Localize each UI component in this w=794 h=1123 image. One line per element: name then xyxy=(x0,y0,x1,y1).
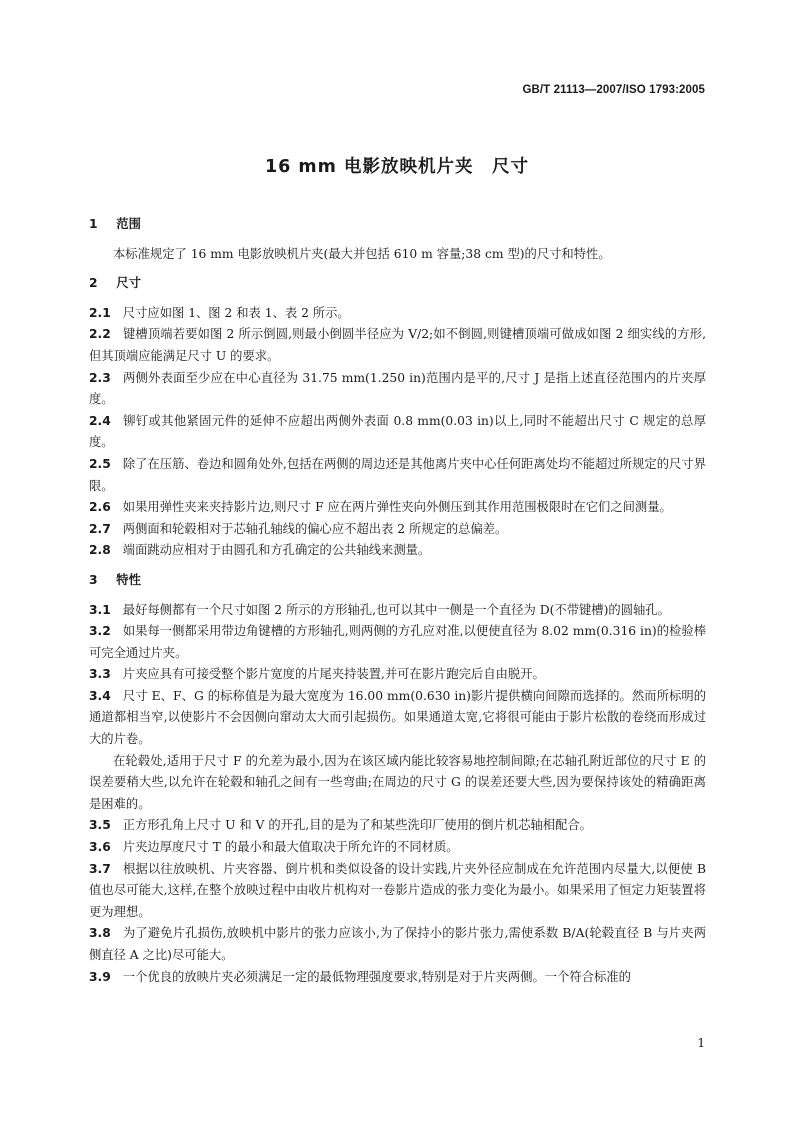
clause-text: 片夹边厚度尺寸 T 的最小和最大值取决于所允许的不同材质。 xyxy=(122,840,459,855)
clause-paragraph xyxy=(89,324,706,367)
clause-paragraph xyxy=(89,411,706,454)
clause-paragraph xyxy=(89,497,706,519)
clause-paragraph xyxy=(89,686,706,751)
clause-number: 3.2 xyxy=(89,624,111,639)
clause-paragraph xyxy=(89,303,706,325)
clause-number: 3.8 xyxy=(89,926,111,941)
clause-number: 3.5 xyxy=(89,818,111,833)
clause-paragraph xyxy=(89,967,706,989)
clause-number: 2.7 xyxy=(89,521,111,536)
clause-number: 3.6 xyxy=(89,840,111,855)
clause-number: 2.6 xyxy=(89,500,111,515)
dimensions-clause-list xyxy=(89,303,706,562)
clause-text: 尺寸 E、F、G 的标称值是为最大宽度为 16.00 mm(0.630 in)影片提供横向间隙而选择的。然而所标明的通道都相当窄,以使影片不会因侧向窜动太大而引起损伤。如果通道太宽,它将很可能由于影片松散的卷绕而形成过大的片卷。 xyxy=(89,688,706,747)
section-title: 范围 xyxy=(116,217,141,231)
clause-text: 键槽顶端若要如图 2 所示倒圆,则最小倒圆半径应为 V/2;如不倒圆,则键槽顶端可做成如图 2 细实线的方形,但其顶端应能满足尺寸 U 的要求。 xyxy=(89,327,706,363)
clause-text: 一个优良的放映片夹必须满足一定的最低物理强度要求,特别是对于片夹两侧。一个符合标准的 xyxy=(122,969,631,984)
clause-number: 2.4 xyxy=(89,413,111,428)
clause-number: 3.3 xyxy=(89,667,111,682)
section-title: 特性 xyxy=(116,572,141,587)
standard-code: GB/T 21113—2007/ISO 1793:2005 xyxy=(522,84,705,96)
clause-text: 尺寸应如图 1、图 2 和表 1、表 2 所示。 xyxy=(122,305,350,320)
clause-number: 3.9 xyxy=(89,969,111,984)
section-title: 尺寸 xyxy=(116,276,141,291)
clause-number: 2.2 xyxy=(89,327,111,342)
clause-paragraph xyxy=(89,368,706,411)
clause-text: 除了在压筋、卷边和圆角处外,包括在两侧的周边还是其他离片夹中心任何距离处均不能超过所规定的尺寸界限。 xyxy=(89,456,706,493)
clause-text: 正方形孔角上尺寸 U 和 V 的开孔,目的是为了和某些洗印厂使用的倒片机芯轴相配合。 xyxy=(122,818,592,833)
section-number: 3 xyxy=(89,572,98,587)
clause-paragraph xyxy=(89,454,706,497)
clause-text: 两侧外表面至少应在中心直径为 31.75 mm(1.250 in)范围内是平的,尺寸 J 是指上述直径范围内的片夹厚度。 xyxy=(89,370,706,407)
clause-paragraph xyxy=(89,519,706,541)
scope-paragraph: 本标准规定了 16 mm 电影放映机片夹(最大并包括 610 m 容量;38 cm 型)的尺寸和特性。 xyxy=(113,246,611,261)
clause-number: 3.4 xyxy=(89,688,111,703)
clause-number: 2.1 xyxy=(89,305,111,320)
clause-paragraph xyxy=(89,923,706,966)
clause-text: 两侧面和轮毂相对于芯轴孔轴线的偏心应不超出表 2 所规定的总偏差。 xyxy=(122,521,508,536)
clause-text: 在轮毂处,适用于尺寸 F 的允差为最小,因为在该区域内能比较容易地控制间隙;在芯轴孔附近部位的尺寸 E 的误差要稍大些,以允许在轮毂和轴孔之间有一些弯曲;在周边的尺寸 G 的误差还要大些,因为要保持该处的精确距离是困难的。 xyxy=(89,753,706,811)
clause-text: 铆钉或其他紧固元件的延伸不应超出两侧外表面 0.8 mm(0.03 in)以上,同时不能超出尺寸 C 规定的总厚度。 xyxy=(89,413,706,450)
document-title: 16 mm 电影放映机片夹 尺寸 xyxy=(264,157,529,177)
section-number: 2 xyxy=(89,276,98,291)
section-heading-scope xyxy=(89,214,706,236)
characteristics-clause-list xyxy=(89,600,706,989)
clause-paragraph xyxy=(89,751,706,816)
clause-paragraph xyxy=(89,600,706,622)
section-heading-characteristics xyxy=(89,570,706,592)
clause-text: 片夹应具有可接受整个影片宽度的片尾夹持装置,并可在影片跑完后自由脱开。 xyxy=(122,667,545,682)
page-number: 1 xyxy=(697,1036,705,1050)
clause-text: 如果用弹性夹来夹持影片边,则尺寸 F 应在两片弹性夹向外侧压到其作用范围极限时在它们之间测量。 xyxy=(122,500,672,515)
clause-paragraph xyxy=(89,621,706,664)
clause-paragraph xyxy=(89,837,706,859)
clause-number: 3.7 xyxy=(89,861,111,876)
clause-number: 3.1 xyxy=(89,602,111,617)
clause-number: 2.3 xyxy=(89,370,111,385)
clause-paragraph xyxy=(89,815,706,837)
clause-paragraph xyxy=(89,859,706,924)
section-number: 1 xyxy=(89,217,98,231)
clause-number: 2.8 xyxy=(89,543,111,558)
document-body xyxy=(89,212,706,988)
clause-number: 2.5 xyxy=(89,456,111,471)
clause-paragraph xyxy=(89,540,706,562)
clause-text: 为了避免片孔损伤,放映机中影片的张力应该小,为了保持小的影片张力,需使系数 B/A(轮毂直径 B 与片夹两侧直径 A 之比)尽可能大。 xyxy=(89,926,706,962)
section-heading-dimensions xyxy=(89,273,706,295)
clause-text: 如果每一侧都采用带边角键槽的方形轴孔,则两侧的方孔应对准,以便使直径为 8.02 mm(0.316 in)的检验棒可完全通过片夹。 xyxy=(89,624,706,660)
clause-text: 根据以往放映机、片夹容器、倒片机和类似设备的设计实践,片夹外径应制成在允许范围内尽量大,以便使 B 值也尽可能大,这样,在整个放映过程中由收片机构对一卷影片造成的张力变化为最小。如果采用了恒定力矩装置将更为理想。 xyxy=(89,861,706,919)
clause-text: 端面跳动应相对于由圆孔和方孔确定的公共轴线来测量。 xyxy=(122,543,431,558)
clause-paragraph xyxy=(89,664,706,686)
clause-text: 最好每侧都有一个尺寸如图 2 所示的方形轴孔,也可以其中一侧是一个直径为 D(不带键槽)的圆轴孔。 xyxy=(122,602,670,617)
